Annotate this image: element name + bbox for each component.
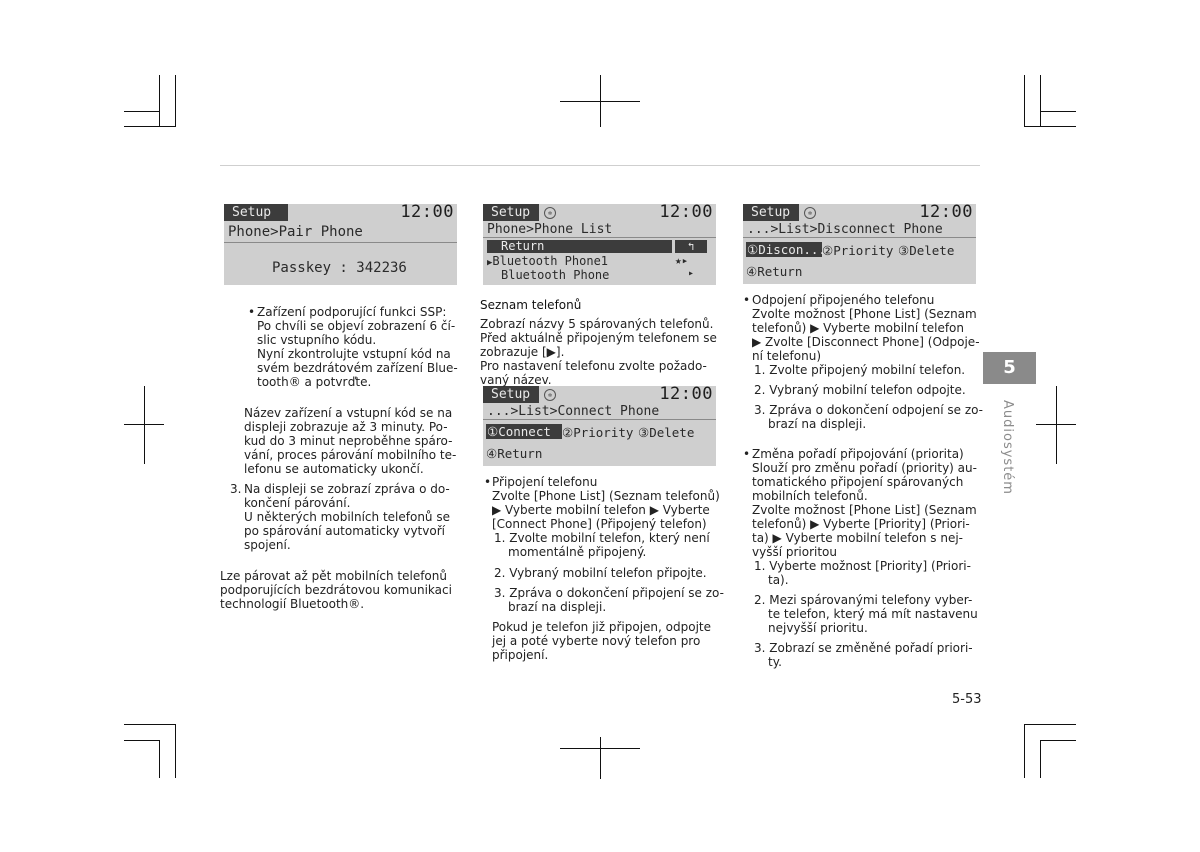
ssp-bullet: Zařízení podporující funkci SSP: xyxy=(257,305,447,319)
text-line: 3. Zobrazí se změněné pořadí priori- xyxy=(754,641,973,655)
priority-option[interactable]: ②Priority xyxy=(562,425,634,440)
text-line: zobrazuje [▶]. xyxy=(480,345,565,359)
screen-setup-label: Setup xyxy=(224,204,288,221)
text-line: brazí na displeji. xyxy=(508,600,607,614)
text-line: tooth® a potvrďte. xyxy=(257,375,372,389)
text-line: ty. xyxy=(768,655,782,669)
screen-divider xyxy=(483,237,716,238)
screen-divider xyxy=(224,242,457,243)
step-number: 3. xyxy=(230,482,242,496)
text-line: Po chvíli se objeví zobrazení 6 čí- xyxy=(257,319,456,333)
screen-divider xyxy=(743,237,976,238)
bullet-text: Změna pořadí připojování (priorita) xyxy=(752,447,964,461)
text-line: 2. Vybraný mobilní telefon odpojte. xyxy=(754,383,966,397)
screen-clock: 12:00 xyxy=(400,202,454,222)
text-line: po spárování automaticky vytvoří xyxy=(244,524,445,538)
screen-path: ...>List>Disconnect Phone xyxy=(747,222,943,237)
delete-option[interactable]: ③Delete xyxy=(898,243,955,258)
return-option[interactable]: ④Return xyxy=(746,264,803,279)
screen-setup-label: Setup xyxy=(743,204,799,221)
screen-divider xyxy=(483,419,716,420)
text-line: telefonů) ▶ Vyberte [Priority] (Priori- xyxy=(752,517,970,531)
priority-option[interactable]: ②Priority xyxy=(822,243,894,258)
text-line: Zvolte možnost [Phone List] (Seznam xyxy=(752,307,977,321)
text-line: 2. Vybraný mobilní telefon připojte. xyxy=(494,566,707,580)
text-line: momentálně připojený. xyxy=(508,545,647,559)
text-line: U některých mobilních telefonů se xyxy=(244,510,450,524)
chapter-tab: 5 xyxy=(983,352,1036,384)
text-line: Zvolte [Phone List] (Seznam telefonů) xyxy=(492,489,720,503)
text-line: Název zařízení a vstupní kód se na xyxy=(244,406,453,420)
text-line: ta). xyxy=(768,573,789,587)
screen-clock: 12:00 xyxy=(919,202,973,222)
text-line: [Connect Phone] (Připojený telefon) xyxy=(492,517,707,531)
text-line: Pro nastavení telefonu zvolte požado- xyxy=(480,359,707,373)
pair-phone-screen xyxy=(224,204,457,285)
text-line: slic vstupního kódu. xyxy=(257,333,377,347)
text-line: kud do 3 minut neproběhne spáro- xyxy=(244,434,453,448)
chapter-label: Audiosystém xyxy=(1000,400,1015,495)
return-row[interactable] xyxy=(487,240,672,253)
page-number: 5-53 xyxy=(952,692,982,707)
bluetooth-icon: ✲ xyxy=(544,389,556,401)
return-arrow-icon[interactable]: ↰ xyxy=(675,240,707,253)
text-line: telefonů) ▶ Vyberte mobilní telefon xyxy=(752,321,964,335)
text-line: Pokud je telefon již připojen, odpojte xyxy=(492,620,712,634)
text-line: ▶ Zvolte [Disconnect Phone] (Odpoje- xyxy=(752,335,980,349)
phone-list-item[interactable]: ▶Bluetooth Phone1 xyxy=(487,254,609,268)
screen-path: Phone>Phone List xyxy=(487,222,613,237)
text-line: vaný název. xyxy=(480,373,552,387)
screen-path: Phone>Pair Phone xyxy=(228,224,363,240)
bullet-dot: • xyxy=(743,293,751,307)
return-label: Return xyxy=(501,239,545,253)
text-line: 3. Zpráva o dokončení připojení se zo- xyxy=(494,586,724,600)
bullet-dot: • xyxy=(743,447,751,461)
header-rule xyxy=(220,165,980,166)
disconnect-phone-screen xyxy=(743,204,976,284)
text-line: 1. Vyberte možnost [Priority] (Priori- xyxy=(754,559,971,573)
bullet-text: Připojení telefonu xyxy=(492,475,598,489)
text-line: ta) ▶ Vyberte mobilní telefon s nej- xyxy=(752,531,964,545)
connect-option[interactable]: ①Connect xyxy=(486,424,562,439)
connected-arrow-icon: ▶ xyxy=(487,258,493,268)
text-line: svém bezdrátovém zařízení Blue- xyxy=(257,361,458,375)
text-line: jej a poté vyberte nový telefon pro xyxy=(492,634,701,648)
connect-phone-screen xyxy=(483,386,716,466)
text-line: ní telefonu) xyxy=(752,349,822,363)
screen-setup-label: Setup xyxy=(483,386,539,403)
text-line: ▶ Vyberte mobilní telefon ▶ Vyberte xyxy=(492,503,710,517)
text-line: končení párování. xyxy=(244,496,351,510)
text-line: vání, proces párování mobilního te- xyxy=(244,448,457,462)
bullet-dot: • xyxy=(484,475,492,489)
text-line: podporujících bezdrátovou komunikaci xyxy=(220,583,452,597)
bullet-dot: • xyxy=(248,305,256,319)
screen-clock: 12:00 xyxy=(659,202,713,222)
screen-setup-label: Setup xyxy=(483,204,539,221)
bluetooth-icon: ✲ xyxy=(804,207,816,219)
text-line: nejvyšší prioritu. xyxy=(768,621,868,635)
phone-list-item[interactable]: Bluetooth Phone xyxy=(501,268,610,282)
disconnect-option[interactable]: ①Discon... xyxy=(747,242,826,257)
text-line: technologií Bluetooth®. xyxy=(220,597,365,611)
delete-option[interactable]: ③Delete xyxy=(638,425,695,440)
text-line: Slouží pro změnu pořadí (priority) au- xyxy=(752,461,977,475)
star-icon: ★▸ xyxy=(675,254,689,267)
text-line: te telefon, který má mít nastavenu xyxy=(768,607,978,621)
text-line: displeji zobrazuje až 3 minuty. Po- xyxy=(244,420,448,434)
screen-path: ...>List>Connect Phone xyxy=(487,404,660,419)
bullet-text: Odpojení připojeného telefonu xyxy=(752,293,935,307)
text-line: spojení. xyxy=(244,538,291,552)
text-line: Před aktuálně připojeným telefonem se xyxy=(480,331,717,345)
text-line: připojení. xyxy=(492,648,549,662)
text-line: 3. Zpráva o dokončení odpojení se zo- xyxy=(754,403,984,417)
text-line: Zvolte možnost [Phone List] (Seznam xyxy=(752,503,977,517)
text-line: vyšší prioritou xyxy=(752,545,838,559)
text-line: 1. Zvolte připojený mobilní telefon. xyxy=(754,363,966,377)
chevron-right-icon: ▸ xyxy=(688,268,695,279)
bluetooth-icon: ✲ xyxy=(544,207,556,219)
phone-list-screen xyxy=(483,204,716,285)
text-line: Nyní zkontrolujte vstupní kód na xyxy=(257,347,451,361)
text-line: lefonu se automaticky ukončí. xyxy=(244,462,424,476)
text-line: Lze párovat až pět mobilních telefonů xyxy=(220,569,447,583)
passkey-text: Passkey : 342236 xyxy=(272,260,407,276)
text-line: 1. Zvolte mobilní telefon, který není xyxy=(494,531,710,545)
text-line: Zobrazí názvy 5 spárovaných telefonů. xyxy=(480,317,714,331)
return-option[interactable]: ④Return xyxy=(486,446,543,461)
text-line: Na displeji se zobrazí zpráva o do- xyxy=(244,482,450,496)
text-line: 2. Mezi spárovanými telefony vyber- xyxy=(754,593,973,607)
text-line: tomatického připojení spárovaných xyxy=(752,475,964,489)
screen-clock: 12:00 xyxy=(659,384,713,404)
section-heading: Seznam telefonů xyxy=(480,298,582,312)
text-line: brazí na displeji. xyxy=(768,417,867,431)
text-line: mobilních telefonů. xyxy=(752,489,868,503)
